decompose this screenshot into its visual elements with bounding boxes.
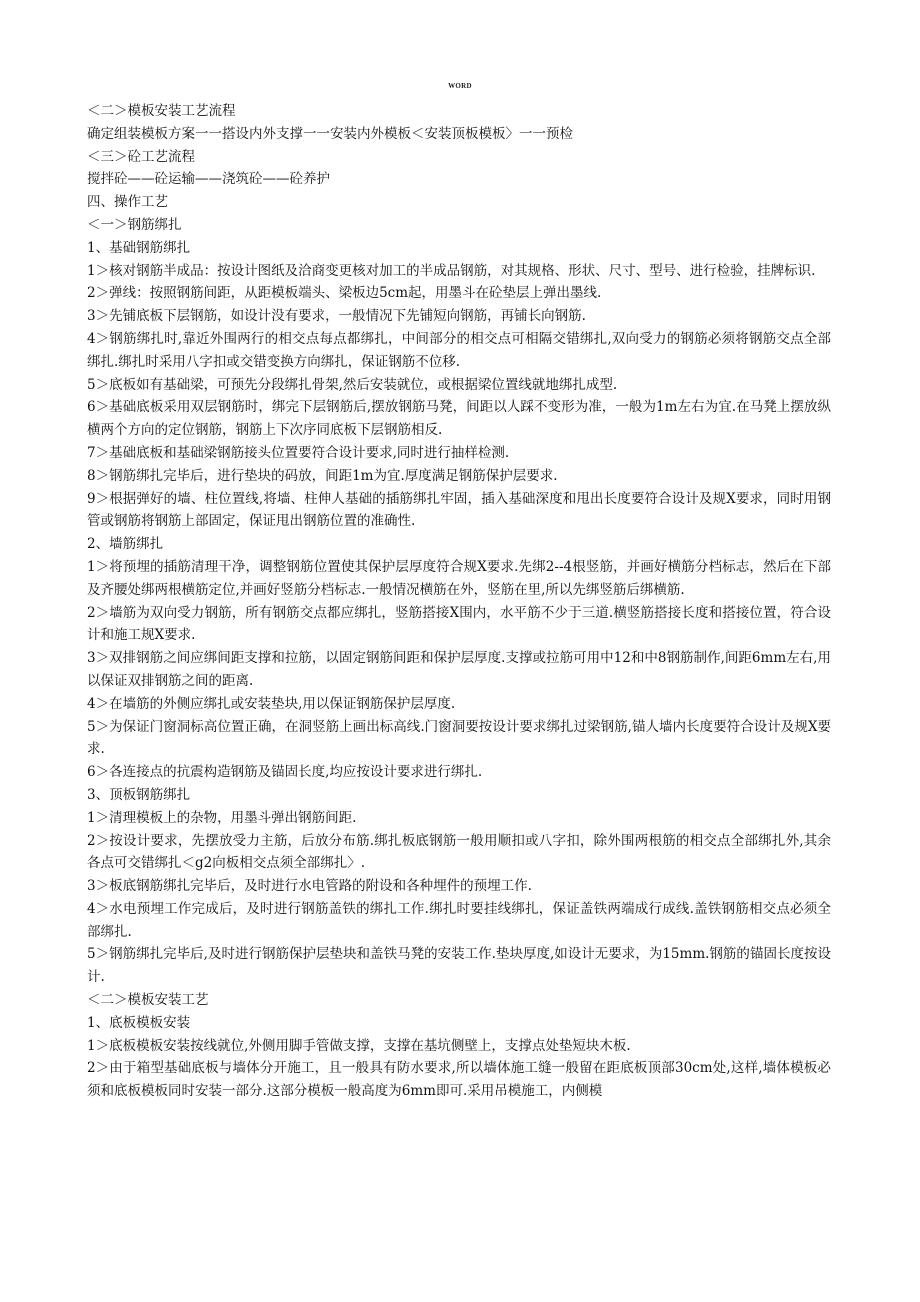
paragraph: 1＞将预埋的插筋清理干净，调整钢筋位置使其保护层厚度符合规X要求.先绑2--4根竖筋，并画好横筋分档标志，然后在下部及齐腰处绑两根横筋定位,并画好竖筋分档标志.一般情况横筋在外，竖筋在里,所以先绑竖筋后绑横筋.: [87, 558, 831, 598]
paragraph: 6＞各连接点的抗震构造钢筋及锚固长度,均应按设计要求进行绑扎.: [87, 764, 483, 781]
paragraph: 3＞双排钢筋之间应绑间距支撑和拉筋，以固定钢筋间距和保护层厚度.支撑或拉筋可用中12和中8钢筋制作,间距6mm左右,用以保证双排钢筋之间的距离.: [87, 650, 831, 689]
section-heading: ＜二＞模板安装工艺流程: [87, 103, 236, 119]
section-heading: ＜三＞砼工艺流程: [87, 148, 195, 165]
paragraph: 5＞底板如有基础梁，可预先分段绑扎骨架,然后安装就位，或根据梁位置线就地绑扎成型.: [87, 376, 618, 393]
paragraph: 1＞底板模板安装按线就位,外侧用脚手管做支撑，支撑在基坑侧壁上，支撑点处垫短块木板.: [87, 1037, 631, 1054]
paragraph: 4＞在墙筋的外侧应绑扎或安装垫块,用以保证钢筋保护层厚度.: [87, 695, 456, 712]
paragraph: 2＞墙筋为双向受力钢筋，所有钢筋交点都应绑扎，竖筋搭接X围内，水平筋不少于三道.横竖筋搭接长度和搭接位置，符合设计和施工规X要求.: [87, 604, 831, 644]
section-heading: 四、操作工艺: [87, 194, 168, 211]
subsection-heading: 2、墙筋绑扎: [87, 536, 164, 553]
paragraph: 1＞清理模板上的杂物，用墨斗弹出钢筋间距.: [87, 809, 357, 826]
paragraph: 3＞板底钢筋绑扎完毕后，及时进行水电管路的附设和各种埋件的预埋工作.: [87, 878, 532, 895]
subsection-heading: 1、底板模板安装: [87, 1014, 191, 1031]
paragraph: 3＞先铺底板下层钢筋，如设计没有要求，一般情况下先铺短向钢筋，再铺长向钢筋.: [87, 308, 586, 325]
paragraph: 8＞钢筋绑扎完毕后，进行垫块的码放，间距1m为宜.厚度满足钢筋保护层要求.: [87, 467, 558, 484]
page-header-label: WORD: [448, 82, 472, 90]
paragraph: 5＞为保证门窗洞标高位置正确，在洞竖筋上画出标高线.门窗洞要按设计要求绑扎过梁钢筋,锚人墙内长度要符合设计及规X要求.: [87, 718, 831, 758]
paragraph: 4＞钢筋绑扎时,靠近外围两行的相交点每点都绑扎，中间部分的相交点可相隔交错绑扎,双向受力的钢筋必须将钢筋交点全部绑扎.绑扎时采用八字扣或交错变换方向绑扎，保证钢筋不位移.: [87, 330, 831, 370]
paragraph: 2＞由于箱型基础底板与墙体分开施工，且一般具有防水要求,所以墙体施工缝一般留在距底板顶部30cm处,这样,墙体模板必须和底板模板同时安装一部分.这部分模板一般高度为6mm即可.采用吊模施工，内侧模: [87, 1060, 831, 1100]
subsection-heading: 3、顶板钢筋绑扎: [87, 786, 191, 803]
paragraph: 1＞核对钢筋半成品：按设计图纸及洽商变更核对加工的半成品钢筋，对其规格、形状、尺寸、型号、进行检验，挂牌标识.: [87, 262, 816, 279]
paragraph: 4＞水电预埋工作完成后，及时进行钢筋盖铁的绑扎工作.绑扎时要挂线绑扎，保证盖铁两端成行成线.盖铁钢筋相交点必须全部绑扎.: [87, 900, 831, 940]
paragraph: 5＞钢筋绑扎完毕后,及时进行钢筋保护层垫块和盖铁马凳的安装工作.垫块厚度,如设计无要求，为15mm.钢筋的锚固长度按设计.: [87, 946, 831, 986]
subsection-heading: 1、基础钢筋绑扎: [87, 239, 191, 256]
document-body: [87, 100, 831, 1103]
paragraph: 确定组装模板方案一一搭设内外支撑一一安装内外模板＜安装顶板模板〉一一预检: [87, 125, 573, 142]
paragraph: 2＞弹线：按照钢筋间距，从距模板端头、梁板边5cm起，用墨斗在砼垫层上弹出墨线.: [87, 285, 602, 302]
paragraph: 6＞基础底板采用双层钢筋时，绑完下层钢筋后,摆放钢筋马凳，间距以人踩不变形为准，一般为1m左右为宜.在马凳上摆放纵横两个方向的定位钢筋，钢筋上下次序同底板下层钢筋相反.: [87, 399, 831, 439]
paragraph: 搅拌砼——砼运输——浇筑砼——砼养护: [87, 171, 330, 188]
paragraph: 9＞根据弹好的墙、柱位置线,将墙、柱伸人基础的插筋绑扎牢固，插入基础深度和甩出长度要符合设计及规X要求，同时用钢管或钢筋将钢筋上部固定，保证甩出钢筋位置的准确性.: [87, 490, 831, 530]
section-heading: ＜二＞模板安装工艺: [87, 992, 209, 1009]
section-heading: ＜一＞钢筋绑扎: [87, 216, 182, 233]
paragraph: 2＞按设计要求，先摆放受力主筋，后放分布筋.绑扎板底钢筋一般用顺扣或八字扣，除外围两根筋的相交点全部绑扎外,其余各点可交错绑扎＜g2向板相交点须全部绑扎〉.: [87, 832, 831, 872]
paragraph: 7＞基础底板和基础梁钢筋接头位置要符合设计要求,同时进行抽样检测.: [87, 444, 510, 461]
